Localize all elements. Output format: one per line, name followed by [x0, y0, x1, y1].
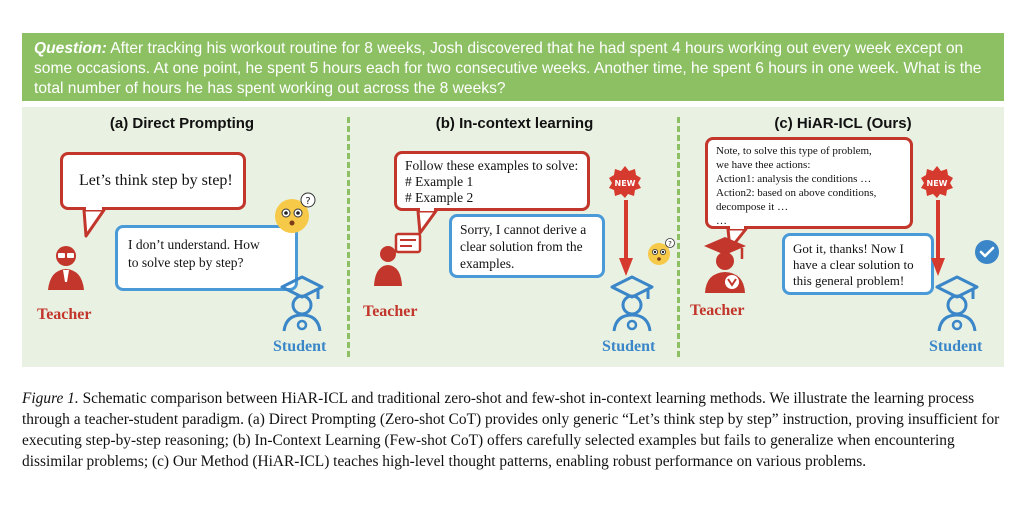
panel-c-title: (c) HiAR-ICL (Ours): [774, 115, 912, 132]
panel-c-student-label: Student: [929, 338, 983, 355]
figure-caption-text: Schematic comparison between HiAR-ICL and traditional zero-shot and few-shot in-context learning methods. We illustrate the learning process through a teacher-student paradigm. (a) Direct Prompting (Zero-shot CoT) provides only generic “Let’s think step by step” instruction, proving insufficient for executing step-by-step reasoning; (b) In-Context Learning (Few-shot CoT) offers carefully selected examples but fails to generalize when encountering dissimilar problems; (c) Our Method (HiAR-ICL) teaches high-level thought patterns, enabling robust performance on various problems.: [22, 390, 1000, 470]
panel-a-teacher-icon: [46, 242, 86, 292]
svg-text:?: ?: [668, 240, 672, 248]
panel-divider-1: [347, 117, 350, 357]
panel-a-bubble-tail: [82, 210, 112, 240]
panel-b-teacher-label: Teacher: [363, 303, 418, 320]
panel-b-new-badge-icon: [608, 165, 642, 199]
panel-a-student-icon: [280, 275, 324, 333]
question-label: Question:: [34, 40, 107, 57]
panel-b-teacher-bubble: Follow these examples to solve: # Example 1 # Example 2: [394, 151, 590, 211]
panel-c-teacher-icon: [702, 235, 748, 293]
panel-b-title: (b) In-context learning: [435, 115, 594, 132]
panel-c-new-badge-icon: [920, 165, 954, 199]
panel-b-new-badge-text: NEW: [614, 179, 636, 188]
panel-a-title: (a) Direct Prompting: [109, 115, 255, 132]
check-badge-icon: [974, 239, 1000, 265]
panel-c-new-badge-text: NEW: [926, 179, 948, 188]
panel-a-student-label: Student: [273, 338, 327, 355]
question-box: [22, 33, 1004, 101]
panel-c-down-arrow-icon: [930, 200, 946, 280]
figure-label: Figure 1.: [22, 390, 79, 407]
panel-b-teacher-icon: [372, 232, 422, 287]
panel-b-down-arrow-icon: [618, 200, 634, 280]
svg-text:?: ?: [305, 196, 311, 207]
figure-caption: [22, 388, 1004, 472]
panel-c-teacher-label: Teacher: [690, 302, 745, 319]
figure-panels: [22, 107, 1004, 367]
panel-b-student-icon: [610, 275, 654, 333]
panel-c-teacher-bubble: Note, to solve this type of problem, we have thee actions: Action1: analysis the conditions … Action2: based on above conditions, decompose it … …: [705, 137, 913, 229]
panel-a-student-bubble: I don’t understand. How to solve step by step?: [115, 225, 298, 291]
panel-a-teacher-bubble: Let’s think step by step!: [60, 152, 246, 210]
confused-emoji-icon: [272, 192, 316, 236]
panel-c-student-bubble: Got it, thanks! Now I have a clear solution to this general problem!: [782, 233, 934, 295]
confused-emoji-small-icon: [646, 238, 676, 268]
panel-divider-2: [677, 117, 680, 357]
panel-c-student-icon: [935, 275, 979, 333]
panel-a-teacher-label: Teacher: [37, 306, 92, 323]
question-text: After tracking his workout routine for 8 weeks, Josh discovered that he had spent 4 hours working out every week except on some occasions. At one point, he spent 5 hours each for two consecutive weeks. Another time, he spent 6 hours in one week. What is the total number of hours he has spent working out across the 8 weeks?: [34, 40, 982, 97]
panel-b-student-bubble: Sorry, I cannot derive a clear solution from the examples.: [449, 214, 605, 278]
panel-b-student-label: Student: [602, 338, 656, 355]
